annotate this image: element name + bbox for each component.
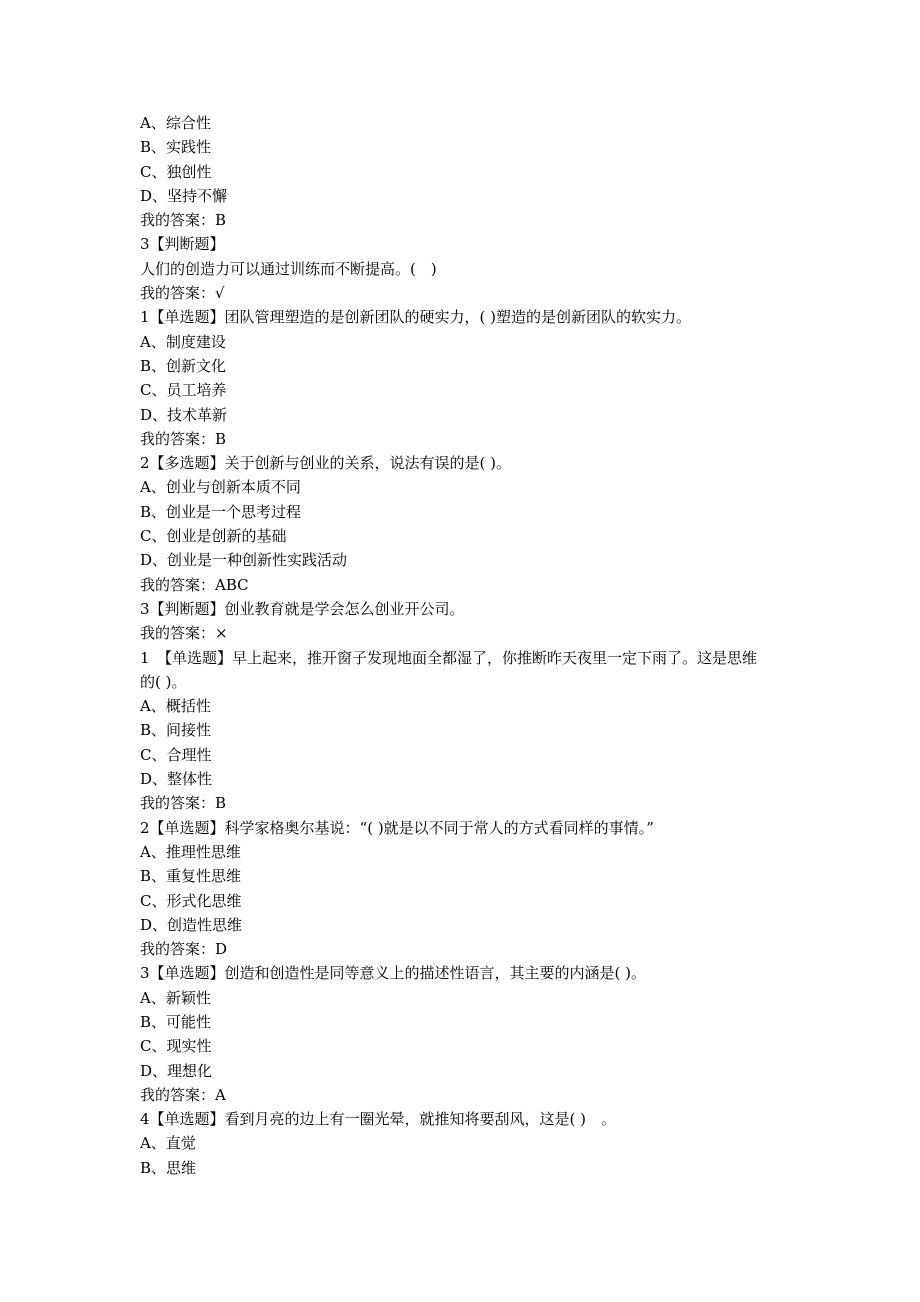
option-c: C、员工培养 bbox=[140, 381, 227, 400]
my-answer: 我的答案：B bbox=[140, 211, 227, 230]
question-text: 1【单选题】团队管理塑造的是创新团队的硬实力，( )塑造的是创新团队的软实力。 bbox=[140, 308, 692, 327]
my-answer: 我的答案：B bbox=[140, 794, 227, 813]
option-d: D、创造性思维 bbox=[140, 915, 243, 934]
option-c: C、形式化思维 bbox=[140, 891, 242, 910]
question-text-continued: 的( )。 bbox=[140, 672, 187, 691]
my-answer: 我的答案：ABC bbox=[140, 575, 249, 594]
option-a: A、推理性思维 bbox=[140, 842, 241, 861]
question-text: 2【单选题】科学家格奥尔基说：“( )就是以不同于常人的方式看同样的事情。” bbox=[140, 818, 654, 837]
option-b: B、可能性 bbox=[140, 1012, 212, 1031]
option-c: C、独创性 bbox=[140, 162, 212, 181]
question-text: 4【单选题】看到月亮的边上有一圈光晕，就推知将要刮风，这是( ) 。 bbox=[140, 1110, 617, 1129]
option-b: B、思维 bbox=[140, 1158, 197, 1177]
question-heading: 3【判断题】 bbox=[140, 235, 225, 254]
option-a: A、创业与创新本质不同 bbox=[140, 478, 301, 497]
option-b: B、实践性 bbox=[140, 138, 212, 157]
option-b: B、创业是一个思考过程 bbox=[140, 502, 302, 521]
my-answer: 我的答案：D bbox=[140, 940, 228, 959]
option-b: B、创新文化 bbox=[140, 356, 227, 375]
option-a: A、概括性 bbox=[140, 697, 211, 716]
question-text: 2【多选题】关于创新与创业的关系，说法有误的是( )。 bbox=[140, 454, 512, 473]
my-answer: 我的答案：× bbox=[140, 624, 228, 643]
question-text: 人们的创造力可以通过训练而不断提高。( ) bbox=[140, 259, 437, 278]
option-d: D、坚持不懈 bbox=[140, 186, 228, 205]
option-d: D、整体性 bbox=[140, 770, 213, 789]
option-d: D、创业是一种创新性实践活动 bbox=[140, 551, 348, 570]
my-answer: 我的答案：B bbox=[140, 429, 227, 448]
option-a: A、新颖性 bbox=[140, 988, 211, 1007]
option-b: B、重复性思维 bbox=[140, 867, 242, 886]
document-text bbox=[140, 111, 800, 1180]
option-c: C、现实性 bbox=[140, 1037, 212, 1056]
option-a: A、直觉 bbox=[140, 1134, 196, 1153]
question-text: 1 【单选题】早上起来，推开窗子发现地面全都湿了，你推断昨天夜里一定下雨了。这是思维 bbox=[140, 648, 758, 667]
option-c: C、合理性 bbox=[140, 745, 212, 764]
question-text: 3【单选题】创造和创造性是同等意义上的描述性语言，其主要的内涵是( )。 bbox=[140, 964, 647, 983]
option-a: A、制度建设 bbox=[140, 332, 226, 351]
option-a: A、综合性 bbox=[140, 114, 211, 132]
my-answer: 我的答案：√ bbox=[140, 284, 225, 303]
option-b: B、间接性 bbox=[140, 721, 212, 740]
question-text: 3【判断题】创业教育就是学会怎么创业开公司。 bbox=[140, 599, 465, 618]
option-d: D、理想化 bbox=[140, 1061, 213, 1080]
option-c: C、创业是创新的基础 bbox=[140, 527, 287, 546]
my-answer: 我的答案：A bbox=[140, 1085, 226, 1104]
option-d: D、技术革新 bbox=[140, 405, 228, 424]
